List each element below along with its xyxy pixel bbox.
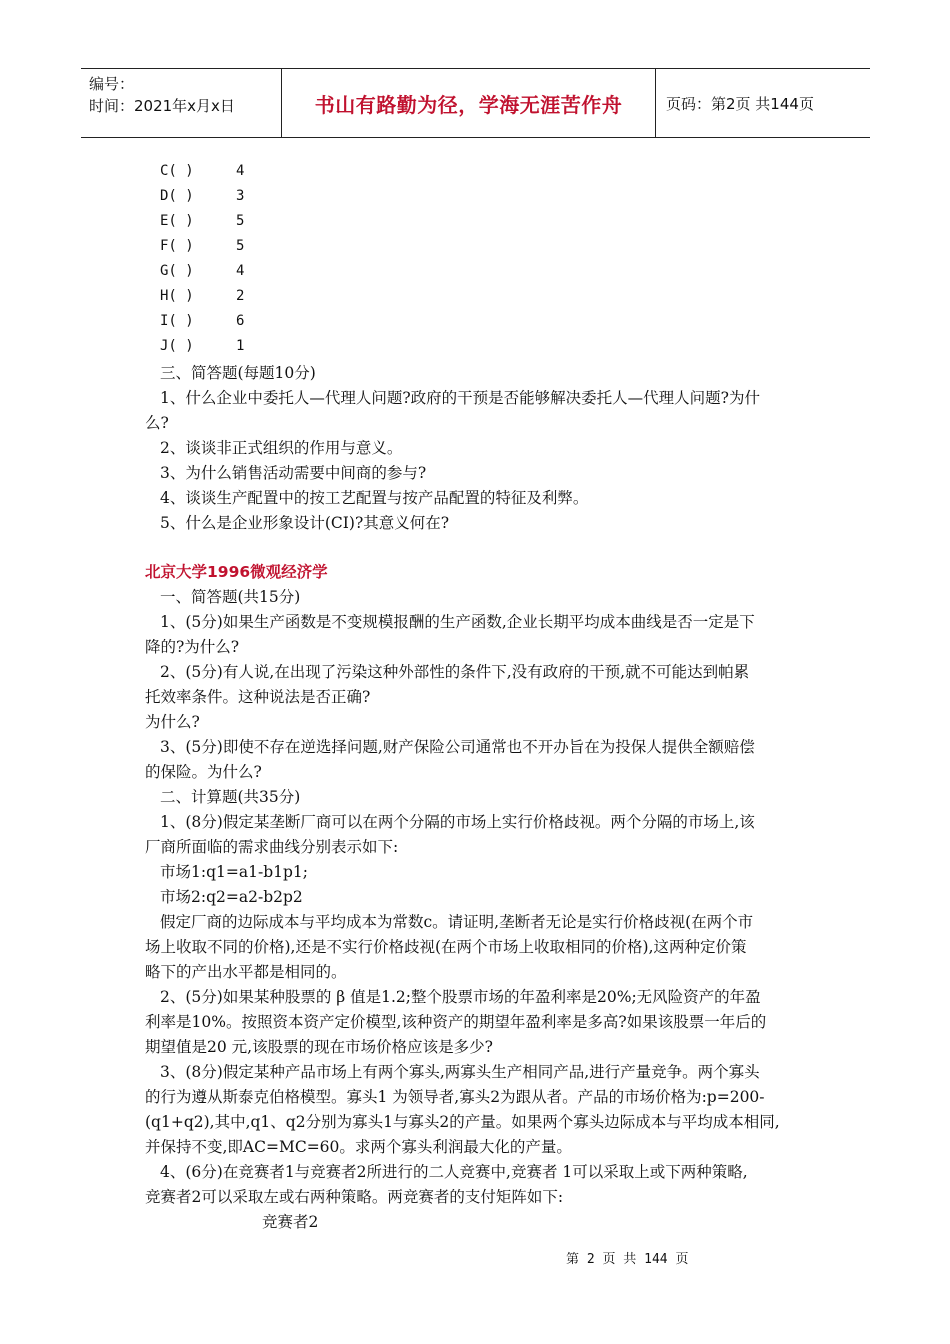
question-line: 托效率条件。这种说法是否正确? — [145, 688, 371, 706]
question-line: 竞赛者2可以采取左或右两种策略。两竞赛者的支付矩阵如下: — [145, 1188, 564, 1206]
page-label: 页码：第2页 共144页 — [666, 94, 814, 113]
option-label: G( ) — [160, 263, 194, 279]
option-value: 6 — [236, 313, 245, 329]
time-label: 时间：2021年x月x日 — [89, 97, 235, 115]
formula-line: 市场1:q1=a1-b1p1; — [160, 863, 308, 881]
formula-line: 市场2:q2=a2-b2p2 — [160, 888, 303, 906]
option-label: C( ) — [160, 163, 194, 179]
question-line: 1、(8分)假定某垄断厂商可以在两个分隔的市场上实行价格歧视。两个分隔的市场上,该 — [160, 813, 755, 831]
question-line: 5、什么是企业形象设计(CI)?其意义何在? — [160, 514, 450, 532]
option-value: 4 — [236, 163, 245, 179]
option-value: 1 — [236, 338, 245, 354]
option-value: 3 — [236, 188, 245, 204]
option-label: I( ) — [160, 313, 194, 329]
question-line: 略下的产出水平都是相同的。 — [145, 963, 347, 981]
question-line: 4、谈谈生产配置中的按工艺配置与按产品配置的特征及利弊。 — [160, 489, 589, 507]
exam-title: 北京大学1996微观经济学 — [145, 563, 328, 581]
question-line: 2、(5分)有人说,在出现了污染这种外部性的条件下,没有政府的干预,就不可能达到帕累 — [160, 663, 750, 681]
option-value: 5 — [236, 213, 245, 229]
option-label: D( ) — [160, 188, 194, 204]
question-line: 为什么? — [145, 713, 200, 731]
option-label: H( ) — [160, 288, 194, 304]
header-motto-cell — [282, 69, 656, 137]
question-line: 3、(8分)假定某种产品市场上有两个寡头,两寡头生产相同产品,进行产量竞争。两个寡头 — [160, 1063, 760, 1081]
option-value: 2 — [236, 288, 245, 304]
question-line: 降的?为什么? — [145, 638, 240, 656]
option-label: J( ) — [160, 338, 194, 354]
option-value: 5 — [236, 238, 245, 254]
matrix-label: 竞赛者2 — [262, 1213, 319, 1231]
number-label: 编号： — [89, 75, 135, 93]
question-line: 厂商所面临的需求曲线分别表示如下: — [145, 838, 399, 856]
header-meta — [81, 69, 282, 137]
footer-page-number: 第 2 页 共 144 页 — [566, 1252, 689, 1267]
question-line: 1、(5分)如果生产函数是不变规模报酬的生产函数,企业长期平均成本曲线是否一定是下 — [160, 613, 755, 631]
option-label: F( ) — [160, 238, 194, 254]
section-heading: 三、简答题(每题10分) — [160, 364, 316, 382]
question-line: 的保险。为什么? — [145, 763, 262, 781]
question-line: 场上收取不同的价格),还是不实行价格歧视(在两个市场上收取相同的价格),这两种定价策 — [145, 938, 747, 956]
question-line: 3、为什么销售活动需要中间商的参与? — [160, 464, 427, 482]
question-line: 3、(5分)即使不存在逆选择问题,财产保险公司通常也不开办旨在为投保人提供全额赔偿 — [160, 738, 755, 756]
question-line: 假定厂商的边际成本与平均成本为常数c。请证明,垄断者无论是实行价格歧视(在两个市 — [160, 913, 754, 931]
page-header — [81, 68, 870, 138]
question-line: 4、(6分)在竞赛者1与竞赛者2所进行的二人竞赛中,竞赛者 1可以采取上或下两种策略, — [160, 1163, 748, 1181]
question-line: 1、什么企业中委托人—代理人问题?政府的干预是否能够解决委托人—代理人问题?为什 — [160, 389, 760, 407]
question-line: 利率是10%。按照资本资产定价模型,该种资产的期望年盈利率是多高?如果该股票一年后的 — [145, 1013, 767, 1031]
option-value: 4 — [236, 263, 245, 279]
question-line: (q1+q2),其中,q1、q2分别为寡头1与寡头2的产量。如果两个寡头边际成本与平均成本相同, — [145, 1113, 780, 1131]
section-heading: 一、简答题(共15分) — [160, 588, 301, 606]
question-line: 2、(5分)如果某种股票的 β 值是1.2;整个股票市场的年盈利率是20%;无风险资产的年盈 — [160, 988, 761, 1006]
question-line: 的行为遵从斯泰克伯格模型。寡头1 为领导者,寡头2为跟从者。产品的市场价格为:p=200- — [145, 1088, 765, 1106]
question-line: 么? — [145, 414, 169, 432]
motto: 书山有路勤为径，学海无涯苦作舟 — [314, 92, 623, 117]
option-label: E( ) — [160, 213, 194, 229]
question-line: 期望值是20 元,该股票的现在市场价格应该是多少? — [145, 1038, 493, 1056]
section-heading: 二、计算题(共35分) — [160, 788, 301, 806]
question-line: 并保持不变,即AC=MC=60。求两个寡头利润最大化的产量。 — [145, 1138, 572, 1156]
header-page-cell — [656, 69, 870, 137]
question-line: 2、谈谈非正式组织的作用与意义。 — [160, 439, 403, 457]
